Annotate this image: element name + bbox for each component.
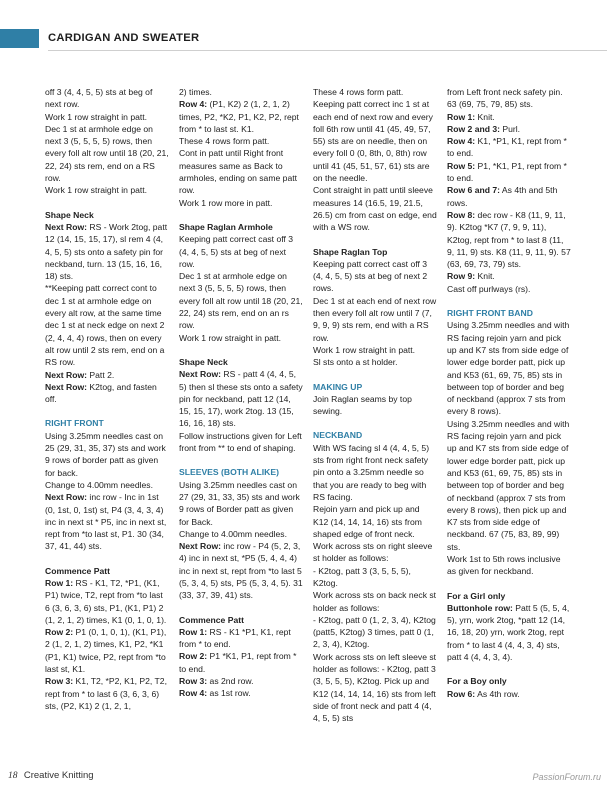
instruction-label: Row 1: <box>179 626 208 637</box>
section-heading: NECKBAND <box>313 430 363 441</box>
subheading: For a Girl only <box>447 590 506 601</box>
paragraph: Follow instructions given for Left front from ** to end of shaping. <box>179 430 302 454</box>
text-column-3 <box>313 86 437 725</box>
instruction-label: Row 3: <box>45 676 74 687</box>
paragraph: Row 2: P1 (0, 1, 0, 1), (K1, P1), 2 (1, 2, 1, 2) times, K1, P2, *K1 (P1, K1) twice, P2, rept from *to last st, K1. <box>45 627 167 675</box>
paragraph: Cast off purlways (rs). <box>447 283 531 294</box>
paragraph: Sl sts onto a st holder. <box>313 357 398 368</box>
paragraph: Row 1: RS - K1, T2, *P1, (K1, P1) twice, T2, rept from *to last 6 (3, 6, 3, 6) sts, P1, (K1, P1) 2 (1, 2, 1, 2) times, K1 (0, 1, 0, 1). <box>45 577 167 625</box>
paragraph: Row 2 and 3: Purl. <box>447 123 521 134</box>
subheading: Commence Patt <box>179 614 244 625</box>
subheading: For a Boy only <box>447 676 507 687</box>
text-column-4 <box>447 86 571 700</box>
paragraph: Next Row: K2tog, and fasten off. <box>45 381 157 405</box>
instruction-label: Row 1: <box>447 111 476 122</box>
text-column-1 <box>45 86 169 712</box>
section-title: CARDIGAN AND SWEATER <box>48 32 200 44</box>
subheading: Shape Raglan Top <box>313 246 388 257</box>
paragraph: Row 6: As 4th row. <box>447 688 520 699</box>
paragraph: 2) times. <box>179 87 212 97</box>
paragraph: Dec 1 st at each end of next row then every foll alt row until 7 (7, 9, 9, 9) sts rem, end with a RS row. <box>313 295 437 343</box>
instruction-label: Buttonhole row: <box>447 602 513 613</box>
paragraph: - K2tog, patt 0 (1, 2, 3, 4), K2tog (patt5, K2tog) 3 times, patt 0 (1, 2, 3, 4), K2tog. <box>313 614 436 650</box>
paragraph: Work across sts on right sleeve st holder as follows: <box>313 541 433 564</box>
paragraph: Row 1: Knit. <box>447 111 495 122</box>
paragraph: from Left front neck safety pin. 63 (69, 75, 79, 85) sts. <box>447 87 563 110</box>
paragraph: With WS facing sl 4 (4, 4, 5, 5) sts from right front neck safety pin onto a 3.25mm needle so that you are ready to beg with RS facing. <box>313 442 430 502</box>
instruction-label: Row 4: <box>179 99 208 110</box>
paragraph: Row 4: (P1, K2) 2 (1, 2, 1, 2) times, P2, *K2, P1, K2, P2, rept from * to last st. K1. <box>179 99 299 134</box>
paragraph: Work across sts on back neck st holder as follows: <box>313 590 437 613</box>
instruction-label: Row 2: <box>45 627 74 638</box>
instruction-label: Next Row: <box>45 492 88 503</box>
paragraph: Next Row: RS - patt 4 (4, 4, 5, 5) then sl these sts onto a safety pin for neckband, patt 12 (14, 15, 15, 17), work 2tog. 13 (15, 16, 16, 18) sts. <box>179 369 303 429</box>
instruction-label: Next Row: <box>179 541 222 552</box>
site-watermark: PassionForum.ru <box>532 772 601 782</box>
section-heading: SLEEVES (BOTH ALIKE) <box>179 467 279 478</box>
paragraph: **Keeping patt correct cont to dec 1 st at armhole edge on every alt row, at the same time dec 1 st at neck edge on next 2 (2, 4, 4, 4) rows, then on every alt row until 2 sts rem, end on a RS row. <box>45 283 165 368</box>
paragraph: Work across sts on left sleeve st holder as follows: - K2tog, patt 3 (3, 5, 5, 5), K2tog. Pick up and K12 (14, 14, 14, 16) sts from left side of front neck and patt 4 (4, 4, 5, 5) sts <box>313 651 437 724</box>
paragraph: Row 8: dec row - K8 (11, 9, 11, 9). K2tog *K7 (7, 9, 9, 11), K2tog, rept from * to last 8 (11, 9, 11, 9) sts. K8 (11, 9, 11, 9). 57 (63, 69, 73, 79) sts. <box>447 209 571 270</box>
page-number: 18 <box>8 771 18 781</box>
instruction-label: Next Row: <box>179 369 222 380</box>
section-heading: RIGHT FRONT <box>45 418 104 429</box>
paragraph: These 4 rows form patt. <box>313 87 404 97</box>
section-heading: MAKING UP <box>313 381 363 392</box>
paragraph: Row 1: RS - K1 *P1, K1, rept from * to end. <box>179 626 291 650</box>
instruction-label: Row 3: <box>179 676 208 687</box>
publication-name: Creative Knitting <box>23 770 94 781</box>
paragraph: Row 3: as 2nd row. <box>179 676 254 687</box>
paragraph: Row 4: as 1st row. <box>179 688 251 699</box>
paragraph: Next Row: inc row - P4 (5, 2, 3, 4) inc in next st, *P5 (5, 4, 4, 4) inc in next st, rept from *to last 5 (5, 3, 4, 5) sts, P5 (5, 3, 4, 5). 31 (33, 37, 39, 41) sts. <box>179 541 303 601</box>
paragraph: Row 9: Knit. <box>447 271 495 282</box>
paragraph: Work 1 row straight in patt. <box>313 344 416 355</box>
paragraph: Keeping patt correct cast off 3 (4, 4, 5, 5) sts at beg of next row. <box>179 234 294 269</box>
instruction-label: Row 9: <box>447 271 476 282</box>
instruction-label: Row 5: <box>447 160 476 171</box>
paragraph: Next Row: inc row - Inc in 1st (0, 1st, 0, 1st) st, P4 (3, 4, 3, 4) inc in next st * P5, inc in next st, rept from *to last st, P1. 30 (34, 37, 41, 44) sts. <box>45 492 167 552</box>
paragraph: Next Row: RS - Work 2tog, patt 12 (14, 15, 15, 17), sl rem 4 (4, 4, 5, 5) sts onto a safety pin for neckband, turn. 13 (15, 16, 16, 18) sts. <box>45 221 168 282</box>
paragraph: Using 3.25mm needles and with RS facing rejoin yarn and pick up and K7 sts from side edge of lower edge border patt, pick up and K53 (61, 69, 75, 85) sts in between top of border and beg of neckband (approx 7 sts from every 8 rows), then pick up and K7 sts from side edge of neckband. 67 (75, 83, 89, 99) sts. <box>447 418 570 552</box>
paragraph: off 3 (4, 4, 5, 5) sts at beg of next row. <box>45 87 153 110</box>
paragraph: Buttonhole row: Patt 5 (5, 5, 4, 5), yrn, work 2tog, *patt 12 (14, 16, 18, 20) yrn, work 2tog, rept from * to last 4 (4, 4, 3, 4) sts, patt 4 (4, 4, 3, 4). <box>447 602 570 663</box>
paragraph: These 4 rows form patt. <box>179 136 270 147</box>
paragraph: Work 1 row more in patt. <box>179 197 273 208</box>
paragraph: - K2tog, patt 3 (3, 5, 5, 5), K2tog. <box>313 565 411 588</box>
paragraph: Row 5: P1, *K1, P1, rept from * to end. <box>447 160 567 184</box>
instruction-label: Row 2: <box>179 651 208 662</box>
instruction-label: Next Row: <box>45 221 88 232</box>
paragraph: Next Row: Patt 2. <box>45 369 115 380</box>
paragraph: Change to 4.00mm needles. <box>179 528 287 539</box>
instruction-label: Row 2 and 3: <box>447 123 501 134</box>
page-footer <box>8 770 94 781</box>
paragraph: Cont straight in patt until sleeve measures 14 (16.5, 19, 21.5, 26.5) cm from cast on edge, end with a WS row. <box>313 185 437 233</box>
header-divider <box>48 50 607 51</box>
paragraph: Keeping patt correct inc 1 st at each end of next row and every foll 6th row until 41 (45, 49, 57, 55) sts are on needle, then on every foll 0 (0, 8th, 0, 8th) row until 41 (45, 51, 57, 61) sts are on the needle. <box>313 99 433 184</box>
instruction-label: Next Row: <box>45 381 88 392</box>
instruction-label: Row 6 and 7: <box>447 185 501 196</box>
paragraph: Change to 4.00mm needles. <box>45 479 153 490</box>
paragraph: Using 3.25mm needles cast on 27 (29, 31, 33, 35) sts and work 9 rows of Border patt as given for Back. <box>179 479 300 527</box>
paragraph: Work 1 row straight in patt. <box>45 111 148 122</box>
subheading: Shape Neck <box>45 209 94 220</box>
paragraph: Dec 1 st at armhole edge on next 3 (5, 5, 5, 5) rows, then every foll alt row until 18 (20, 21, 22, 24) sts rem, end on a RS row. <box>45 123 169 184</box>
paragraph: Rejoin yarn and pick up and K12 (14, 14, 14, 16) sts from shaped edge of front neck. <box>313 504 422 539</box>
instruction-label: Next Row: <box>45 369 88 380</box>
subheading: Shape Raglan Armhole <box>179 221 273 232</box>
subheading: Commence Patt <box>45 565 110 576</box>
instruction-label: Row 8: <box>447 209 476 220</box>
instruction-label: Row 4: <box>179 688 208 699</box>
paragraph: Work 1 row straight in patt. <box>179 332 282 343</box>
paragraph: Work 1 row straight in patt. <box>45 185 148 196</box>
instruction-label: Row 4: <box>447 136 476 147</box>
text-column-2 <box>179 86 303 700</box>
paragraph: Keeping patt correct cast off 3 (4, 4, 5, 5) sts at beg of next 2 rows. <box>313 258 428 294</box>
paragraph: Using 3.25mm needles and with RS facing rejoin yarn and pick up and K7 sts from side edge of lower edge border patt, pick up and K53 (61, 69, 75, 85) sts in between top of border and beg of neckband (approx 7 sts from every 8 rows). <box>447 320 570 417</box>
instruction-label: Row 6: <box>447 688 476 699</box>
paragraph: Cont in patt until Right front measures same as Back to armholes, ending on same patt row. <box>179 148 297 196</box>
instruction-label: Row 1: <box>45 577 74 588</box>
header-accent-bar <box>0 29 39 48</box>
paragraph: Row 4: K1, *P1, K1, rept from * to end. <box>447 136 567 159</box>
paragraph: Join Raglan seams by top sewing. <box>313 393 412 417</box>
paragraph: Work 1st to 5th rows inclusive as given for neckband. <box>447 553 561 577</box>
paragraph: Row 6 and 7: As 4th and 5th rows. <box>447 185 558 208</box>
paragraph: Row 2: P1 *K1, P1, rept from * to end. <box>179 651 297 674</box>
paragraph: Dec 1 st at armhole edge on next 3 (5, 5, 5, 5) rows, then every foll alt row until 18 (20, 21, 22, 24) sts rem, end on an rs row. <box>179 271 303 331</box>
subheading: Shape Neck <box>179 356 228 367</box>
paragraph: Row 3: K1, T2, *P2, K1, P2, T2, rept from * to last 6 (3, 6, 3, 6) sts, (P2, K1) 2 (1, 2, 1, <box>45 676 167 711</box>
section-heading: RIGHT FRONT BAND <box>447 308 533 319</box>
paragraph: Using 3.25mm needles cast on 25 (29, 31, 35, 37) sts and work 9 rows of border patt as given for back. <box>45 430 166 478</box>
